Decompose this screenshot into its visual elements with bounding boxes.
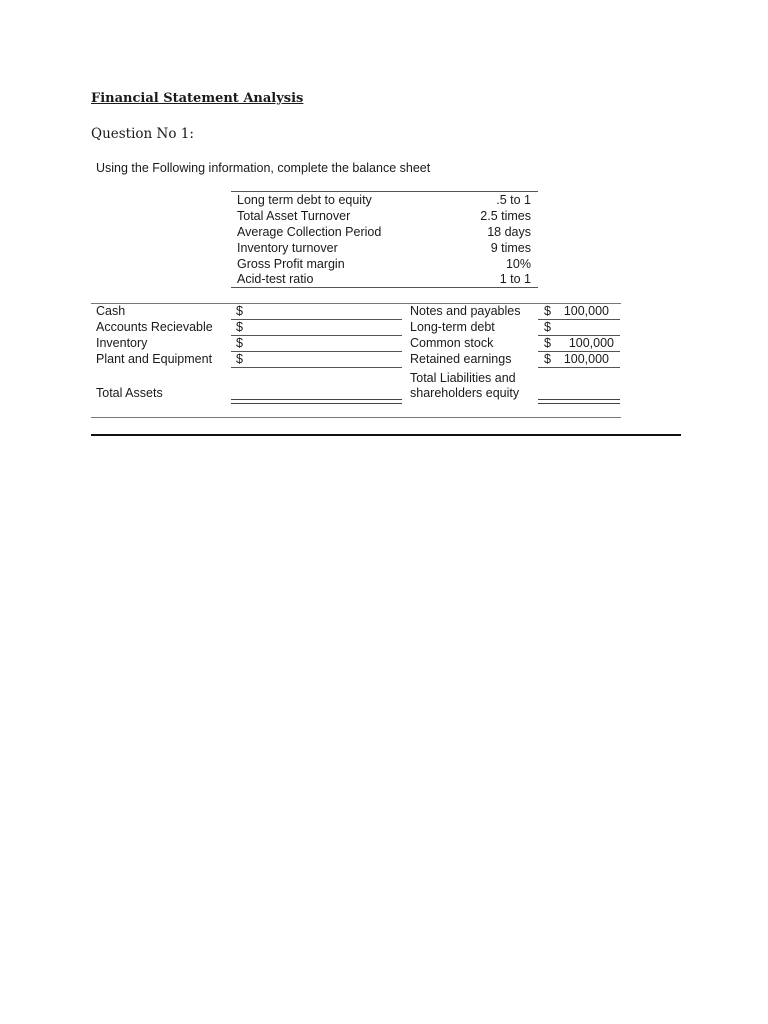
total-liabilities-label-line2: shareholders equity [410, 386, 520, 400]
ratio-value: 10% [505, 257, 531, 271]
ratio-label: Gross Profit margin [237, 257, 345, 271]
ratio-label: Average Collection Period [237, 225, 382, 239]
ratio-table-bottom-border [231, 287, 538, 288]
liability-value: 100,000 [568, 336, 614, 350]
ratio-label: Total Asset Turnover [237, 209, 351, 223]
liability-label-retained: Retained earnings [410, 352, 512, 366]
asset-currency: $ [236, 320, 243, 334]
liability-label-notes: Notes and payables [410, 304, 521, 318]
ratio-label: Inventory turnover [237, 241, 338, 255]
ratio-value: 1 to 1 [499, 272, 531, 286]
asset-currency: $ [236, 304, 243, 318]
total-liabilities-label-line1: Total Liabilities and [410, 371, 516, 385]
liability-value: 100,000 [563, 352, 609, 366]
liability-label-common-stock: Common stock [410, 336, 494, 350]
asset-label-inventory: Inventory [96, 336, 148, 350]
document-title: Financial Statement Analysis [91, 91, 304, 106]
total-assets-blank[interactable] [231, 399, 402, 404]
ratio-label: Long term debt to equity [237, 193, 372, 207]
liability-label-debt: Long-term debt [410, 320, 495, 334]
balance-sheet-top-border [91, 303, 621, 304]
asset-plant-blank[interactable] [231, 367, 402, 368]
ratio-value: 18 days [487, 225, 531, 239]
liability-currency: $ [544, 320, 551, 334]
instructions-text: Using the Following information, complete the balance sheet [96, 161, 431, 175]
liability-retained-line [538, 367, 620, 368]
asset-currency: $ [236, 352, 243, 366]
liability-currency: $ [544, 352, 551, 366]
ratio-label: Acid-test ratio [237, 272, 314, 286]
ratio-value: 2.5 times [480, 209, 531, 223]
total-assets-label: Total Assets [96, 386, 163, 400]
asset-receivable-blank[interactable] [231, 335, 402, 336]
liability-value: 100,000 [563, 304, 609, 318]
liability-currency: $ [544, 336, 551, 350]
total-liabilities-blank[interactable] [538, 399, 620, 404]
asset-currency: $ [236, 336, 243, 350]
asset-label-receivable: Accounts Recievable [96, 320, 213, 334]
section-divider [91, 434, 681, 436]
asset-label-plant: Plant and Equipment [96, 352, 213, 366]
asset-cash-blank[interactable] [231, 319, 402, 320]
balance-sheet-bottom-border [91, 417, 621, 418]
asset-label-cash: Cash [96, 304, 126, 318]
ratio-value: 9 times [490, 241, 531, 255]
asset-inventory-blank[interactable] [231, 351, 402, 352]
question-heading: Question No 1: [91, 126, 194, 142]
liability-currency: $ [544, 304, 551, 318]
ratio-value: .5 to 1 [496, 193, 531, 207]
ratio-table-top-border [231, 191, 538, 192]
